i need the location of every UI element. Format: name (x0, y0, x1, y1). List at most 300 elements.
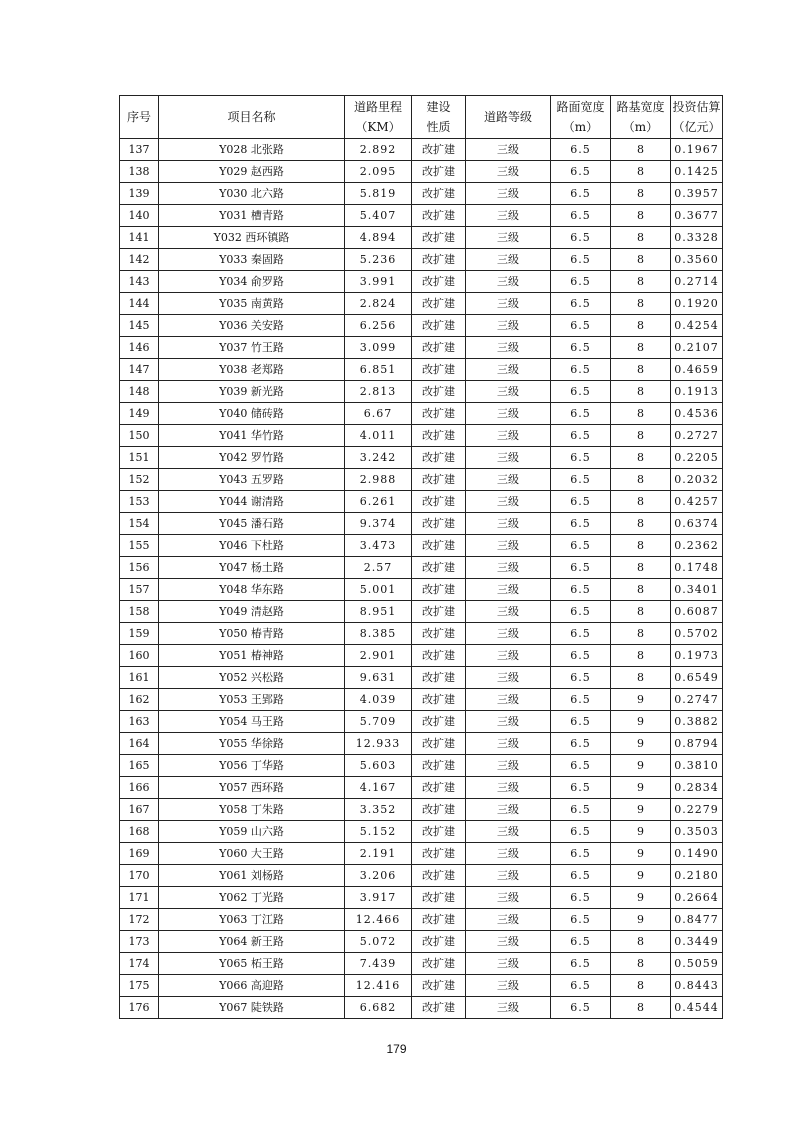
cell-seq: 157 (120, 579, 159, 601)
cell-investment: 0.3560 (671, 249, 723, 271)
cell-base-width: 8 (611, 403, 671, 425)
cell-surface-width: 6.5 (551, 733, 611, 755)
page-number: 179 (386, 1042, 407, 1056)
cell-investment: 0.2032 (671, 469, 723, 491)
cell-seq: 148 (120, 381, 159, 403)
cell-grade: 三级 (466, 227, 551, 249)
table-row (120, 337, 723, 359)
road-projects-table (119, 95, 723, 1019)
cell-investment: 0.1490 (671, 843, 723, 865)
cell-mileage: 8.385 (345, 623, 412, 645)
cell-base-width: 8 (611, 205, 671, 227)
cell-surface-width: 6.5 (551, 645, 611, 667)
cell-name: Y049 清赵路 (159, 601, 345, 623)
cell-surface-width: 6.5 (551, 535, 611, 557)
header-mileage: 道路里程 （KM） (345, 96, 412, 139)
cell-investment: 0.5702 (671, 623, 723, 645)
cell-seq: 158 (120, 601, 159, 623)
cell-seq: 152 (120, 469, 159, 491)
cell-seq: 142 (120, 249, 159, 271)
cell-investment: 0.3503 (671, 821, 723, 843)
cell-mileage: 4.039 (345, 689, 412, 711)
cell-investment: 0.4254 (671, 315, 723, 337)
cell-seq: 143 (120, 271, 159, 293)
cell-grade: 三级 (466, 711, 551, 733)
cell-name: Y038 老郑路 (159, 359, 345, 381)
table-row (120, 513, 723, 535)
cell-surface-width: 6.5 (551, 161, 611, 183)
cell-seq: 164 (120, 733, 159, 755)
cell-grade: 三级 (466, 953, 551, 975)
cell-grade: 三级 (466, 645, 551, 667)
cell-mileage: 2.57 (345, 557, 412, 579)
cell-seq: 140 (120, 205, 159, 227)
cell-grade: 三级 (466, 535, 551, 557)
cell-seq: 150 (120, 425, 159, 447)
cell-seq: 159 (120, 623, 159, 645)
cell-nature: 改扩建 (412, 821, 466, 843)
cell-nature: 改扩建 (412, 733, 466, 755)
cell-name: Y047 杨土路 (159, 557, 345, 579)
cell-mileage: 4.167 (345, 777, 412, 799)
cell-nature: 改扩建 (412, 623, 466, 645)
cell-investment: 0.2205 (671, 447, 723, 469)
cell-investment: 0.2279 (671, 799, 723, 821)
table-row (120, 733, 723, 755)
cell-name: Y041 华竹路 (159, 425, 345, 447)
cell-base-width: 8 (611, 513, 671, 535)
cell-mileage: 2.813 (345, 381, 412, 403)
cell-name: Y044 谢清路 (159, 491, 345, 513)
table-row (120, 975, 723, 997)
cell-nature: 改扩建 (412, 139, 466, 161)
cell-surface-width: 6.5 (551, 953, 611, 975)
cell-base-width: 8 (611, 271, 671, 293)
cell-seq: 171 (120, 887, 159, 909)
cell-mileage: 6.67 (345, 403, 412, 425)
cell-investment: 0.3810 (671, 755, 723, 777)
cell-base-width: 8 (611, 579, 671, 601)
cell-grade: 三级 (466, 469, 551, 491)
cell-grade: 三级 (466, 689, 551, 711)
cell-grade: 三级 (466, 161, 551, 183)
cell-name: Y059 山六路 (159, 821, 345, 843)
table-row (120, 909, 723, 931)
cell-nature: 改扩建 (412, 359, 466, 381)
cell-nature: 改扩建 (412, 777, 466, 799)
cell-nature: 改扩建 (412, 953, 466, 975)
cell-base-width: 8 (611, 557, 671, 579)
header-nature: 建设 性质 (412, 96, 466, 139)
header-base-width: 路基宽度 （m） (611, 96, 671, 139)
cell-seq: 166 (120, 777, 159, 799)
cell-mileage: 3.473 (345, 535, 412, 557)
cell-grade: 三级 (466, 799, 551, 821)
cell-grade: 三级 (466, 975, 551, 997)
table-row (120, 227, 723, 249)
header-investment: 投资估算 （亿元） (671, 96, 723, 139)
cell-surface-width: 6.5 (551, 711, 611, 733)
cell-base-width: 9 (611, 887, 671, 909)
cell-base-width: 9 (611, 711, 671, 733)
cell-name: Y028 北张路 (159, 139, 345, 161)
table-row (120, 821, 723, 843)
cell-name: Y043 五罗路 (159, 469, 345, 491)
cell-nature: 改扩建 (412, 931, 466, 953)
cell-investment: 0.2714 (671, 271, 723, 293)
cell-surface-width: 6.5 (551, 183, 611, 205)
cell-grade: 三级 (466, 381, 551, 403)
header-name: 项目名称 (159, 96, 345, 139)
table-row (120, 381, 723, 403)
table-row (120, 953, 723, 975)
cell-surface-width: 6.5 (551, 689, 611, 711)
cell-mileage: 7.439 (345, 953, 412, 975)
cell-surface-width: 6.5 (551, 249, 611, 271)
cell-nature: 改扩建 (412, 799, 466, 821)
cell-base-width: 8 (611, 975, 671, 997)
cell-nature: 改扩建 (412, 645, 466, 667)
cell-nature: 改扩建 (412, 689, 466, 711)
cell-nature: 改扩建 (412, 447, 466, 469)
cell-name: Y042 罗竹路 (159, 447, 345, 469)
cell-investment: 0.3401 (671, 579, 723, 601)
cell-grade: 三级 (466, 183, 551, 205)
table-row (120, 579, 723, 601)
cell-surface-width: 6.5 (551, 843, 611, 865)
cell-nature: 改扩建 (412, 381, 466, 403)
cell-base-width: 8 (611, 425, 671, 447)
cell-mileage: 2.892 (345, 139, 412, 161)
cell-seq: 144 (120, 293, 159, 315)
cell-seq: 137 (120, 139, 159, 161)
cell-surface-width: 6.5 (551, 865, 611, 887)
cell-surface-width: 6.5 (551, 997, 611, 1019)
cell-mileage: 5.236 (345, 249, 412, 271)
cell-grade: 三级 (466, 733, 551, 755)
cell-base-width: 9 (611, 843, 671, 865)
cell-grade: 三级 (466, 205, 551, 227)
cell-name: Y039 新光路 (159, 381, 345, 403)
cell-nature: 改扩建 (412, 887, 466, 909)
cell-surface-width: 6.5 (551, 491, 611, 513)
cell-nature: 改扩建 (412, 227, 466, 249)
table-row (120, 755, 723, 777)
cell-nature: 改扩建 (412, 469, 466, 491)
cell-surface-width: 6.5 (551, 381, 611, 403)
cell-nature: 改扩建 (412, 535, 466, 557)
cell-nature: 改扩建 (412, 205, 466, 227)
cell-name: Y063 丁江路 (159, 909, 345, 931)
table-row (120, 403, 723, 425)
header-grade: 道路等级 (466, 96, 551, 139)
cell-investment: 0.4536 (671, 403, 723, 425)
table-row (120, 711, 723, 733)
cell-nature: 改扩建 (412, 997, 466, 1019)
cell-base-width: 8 (611, 623, 671, 645)
cell-mileage: 3.991 (345, 271, 412, 293)
cell-surface-width: 6.5 (551, 623, 611, 645)
cell-name: Y050 椿青路 (159, 623, 345, 645)
cell-name: Y051 椿神路 (159, 645, 345, 667)
cell-surface-width: 6.5 (551, 447, 611, 469)
cell-surface-width: 6.5 (551, 315, 611, 337)
cell-base-width: 8 (611, 601, 671, 623)
cell-seq: 173 (120, 931, 159, 953)
table-row (120, 601, 723, 623)
cell-seq: 153 (120, 491, 159, 513)
cell-grade: 三级 (466, 425, 551, 447)
cell-mileage: 5.072 (345, 931, 412, 953)
cell-mileage: 5.001 (345, 579, 412, 601)
cell-seq: 169 (120, 843, 159, 865)
cell-surface-width: 6.5 (551, 271, 611, 293)
cell-nature: 改扩建 (412, 403, 466, 425)
cell-seq: 167 (120, 799, 159, 821)
cell-name: Y052 兴松路 (159, 667, 345, 689)
cell-mileage: 3.352 (345, 799, 412, 821)
cell-nature: 改扩建 (412, 843, 466, 865)
cell-mileage: 6.261 (345, 491, 412, 513)
cell-surface-width: 6.5 (551, 667, 611, 689)
cell-surface-width: 6.5 (551, 205, 611, 227)
cell-seq: 141 (120, 227, 159, 249)
cell-mileage: 5.407 (345, 205, 412, 227)
cell-grade: 三级 (466, 579, 551, 601)
cell-seq: 155 (120, 535, 159, 557)
cell-grade: 三级 (466, 491, 551, 513)
cell-grade: 三级 (466, 821, 551, 843)
table-row (120, 249, 723, 271)
cell-name: Y061 刘杨路 (159, 865, 345, 887)
cell-seq: 170 (120, 865, 159, 887)
cell-grade: 三级 (466, 359, 551, 381)
cell-base-width: 9 (611, 821, 671, 843)
cell-seq: 146 (120, 337, 159, 359)
table-row (120, 425, 723, 447)
table-row (120, 799, 723, 821)
header-seq: 序号 (120, 96, 159, 139)
cell-surface-width: 6.5 (551, 337, 611, 359)
cell-name: Y057 西环路 (159, 777, 345, 799)
cell-grade: 三级 (466, 755, 551, 777)
cell-investment: 0.1425 (671, 161, 723, 183)
table-row (120, 491, 723, 513)
cell-surface-width: 6.5 (551, 777, 611, 799)
cell-name: Y031 槽青路 (159, 205, 345, 227)
cell-name: Y037 竹王路 (159, 337, 345, 359)
cell-nature: 改扩建 (412, 975, 466, 997)
table-row (120, 997, 723, 1019)
cell-surface-width: 6.5 (551, 403, 611, 425)
cell-grade: 三级 (466, 887, 551, 909)
cell-grade: 三级 (466, 513, 551, 535)
cell-mileage: 3.917 (345, 887, 412, 909)
cell-grade: 三级 (466, 777, 551, 799)
cell-investment: 0.8443 (671, 975, 723, 997)
cell-base-width: 9 (611, 689, 671, 711)
cell-base-width: 8 (611, 535, 671, 557)
cell-base-width: 8 (611, 293, 671, 315)
cell-investment: 0.2664 (671, 887, 723, 909)
table-row (120, 557, 723, 579)
cell-base-width: 8 (611, 227, 671, 249)
cell-seq: 176 (120, 997, 159, 1019)
cell-seq: 161 (120, 667, 159, 689)
cell-grade: 三级 (466, 623, 551, 645)
cell-nature: 改扩建 (412, 161, 466, 183)
cell-investment: 0.3328 (671, 227, 723, 249)
cell-surface-width: 6.5 (551, 887, 611, 909)
cell-mileage: 12.466 (345, 909, 412, 931)
cell-name: Y035 南黄路 (159, 293, 345, 315)
cell-nature: 改扩建 (412, 183, 466, 205)
cell-name: Y046 下杜路 (159, 535, 345, 557)
table-row (120, 931, 723, 953)
cell-mileage: 4.011 (345, 425, 412, 447)
cell-name: Y040 储砖路 (159, 403, 345, 425)
cell-mileage: 4.894 (345, 227, 412, 249)
cell-investment: 0.4544 (671, 997, 723, 1019)
cell-investment: 0.6549 (671, 667, 723, 689)
cell-name: Y045 潘石路 (159, 513, 345, 535)
table-row (120, 689, 723, 711)
cell-investment: 0.3957 (671, 183, 723, 205)
cell-mileage: 9.631 (345, 667, 412, 689)
cell-surface-width: 6.5 (551, 931, 611, 953)
cell-name: Y032 西环镇路 (159, 227, 345, 249)
cell-name: Y036 关安路 (159, 315, 345, 337)
cell-seq: 149 (120, 403, 159, 425)
cell-grade: 三级 (466, 293, 551, 315)
cell-seq: 160 (120, 645, 159, 667)
cell-grade: 三级 (466, 249, 551, 271)
cell-surface-width: 6.5 (551, 557, 611, 579)
cell-seq: 147 (120, 359, 159, 381)
cell-grade: 三级 (466, 667, 551, 689)
cell-seq: 163 (120, 711, 159, 733)
cell-investment: 0.2180 (671, 865, 723, 887)
cell-surface-width: 6.5 (551, 821, 611, 843)
cell-investment: 0.8794 (671, 733, 723, 755)
cell-nature: 改扩建 (412, 513, 466, 535)
cell-nature: 改扩建 (412, 557, 466, 579)
cell-surface-width: 6.5 (551, 579, 611, 601)
header-row (120, 96, 723, 139)
cell-surface-width: 6.5 (551, 227, 611, 249)
cell-seq: 174 (120, 953, 159, 975)
cell-grade: 三级 (466, 865, 551, 887)
cell-mileage: 3.242 (345, 447, 412, 469)
table-row (120, 667, 723, 689)
cell-surface-width: 6.5 (551, 755, 611, 777)
cell-mileage: 6.682 (345, 997, 412, 1019)
cell-base-width: 8 (611, 161, 671, 183)
cell-base-width: 8 (611, 953, 671, 975)
table-row (120, 843, 723, 865)
cell-name: Y058 丁朱路 (159, 799, 345, 821)
cell-name: Y067 陡铁路 (159, 997, 345, 1019)
cell-grade: 三级 (466, 931, 551, 953)
cell-grade: 三级 (466, 337, 551, 359)
cell-nature: 改扩建 (412, 271, 466, 293)
cell-investment: 0.3449 (671, 931, 723, 953)
table-row (120, 139, 723, 161)
cell-mileage: 8.951 (345, 601, 412, 623)
cell-nature: 改扩建 (412, 249, 466, 271)
cell-mileage: 6.851 (345, 359, 412, 381)
cell-name: Y033 秦固路 (159, 249, 345, 271)
cell-investment: 0.1973 (671, 645, 723, 667)
cell-base-width: 8 (611, 997, 671, 1019)
cell-nature: 改扩建 (412, 755, 466, 777)
cell-seq: 151 (120, 447, 159, 469)
cell-name: Y056 丁华路 (159, 755, 345, 777)
cell-investment: 0.5059 (671, 953, 723, 975)
cell-grade: 三级 (466, 139, 551, 161)
cell-mileage: 2.901 (345, 645, 412, 667)
header-surface-width: 路面宽度 （m） (551, 96, 611, 139)
cell-name: Y064 新王路 (159, 931, 345, 953)
cell-nature: 改扩建 (412, 293, 466, 315)
cell-seq: 172 (120, 909, 159, 931)
table-row (120, 359, 723, 381)
cell-seq: 175 (120, 975, 159, 997)
table-row (120, 447, 723, 469)
table-row (120, 183, 723, 205)
cell-base-width: 9 (611, 799, 671, 821)
cell-base-width: 8 (611, 359, 671, 381)
cell-seq: 154 (120, 513, 159, 535)
cell-investment: 0.4659 (671, 359, 723, 381)
cell-base-width: 9 (611, 865, 671, 887)
cell-investment: 0.2747 (671, 689, 723, 711)
table-row (120, 865, 723, 887)
cell-investment: 0.1920 (671, 293, 723, 315)
table-row (120, 315, 723, 337)
cell-investment: 0.6374 (671, 513, 723, 535)
cell-investment: 0.2362 (671, 535, 723, 557)
cell-nature: 改扩建 (412, 491, 466, 513)
cell-nature: 改扩建 (412, 865, 466, 887)
cell-investment: 0.3882 (671, 711, 723, 733)
cell-grade: 三级 (466, 909, 551, 931)
cell-surface-width: 6.5 (551, 909, 611, 931)
cell-investment: 0.8477 (671, 909, 723, 931)
cell-grade: 三级 (466, 843, 551, 865)
cell-seq: 156 (120, 557, 159, 579)
cell-seq: 168 (120, 821, 159, 843)
cell-name: Y066 高迎路 (159, 975, 345, 997)
cell-name: Y055 华徐路 (159, 733, 345, 755)
cell-base-width: 8 (611, 249, 671, 271)
cell-surface-width: 6.5 (551, 975, 611, 997)
cell-surface-width: 6.5 (551, 799, 611, 821)
cell-name: Y048 华东路 (159, 579, 345, 601)
cell-surface-width: 6.5 (551, 293, 611, 315)
table-row (120, 623, 723, 645)
cell-base-width: 8 (611, 667, 671, 689)
cell-base-width: 8 (611, 381, 671, 403)
cell-surface-width: 6.5 (551, 359, 611, 381)
table-row (120, 293, 723, 315)
cell-base-width: 9 (611, 733, 671, 755)
cell-surface-width: 6.5 (551, 139, 611, 161)
cell-investment: 0.2107 (671, 337, 723, 359)
cell-grade: 三级 (466, 997, 551, 1019)
cell-grade: 三级 (466, 447, 551, 469)
table-row (120, 777, 723, 799)
